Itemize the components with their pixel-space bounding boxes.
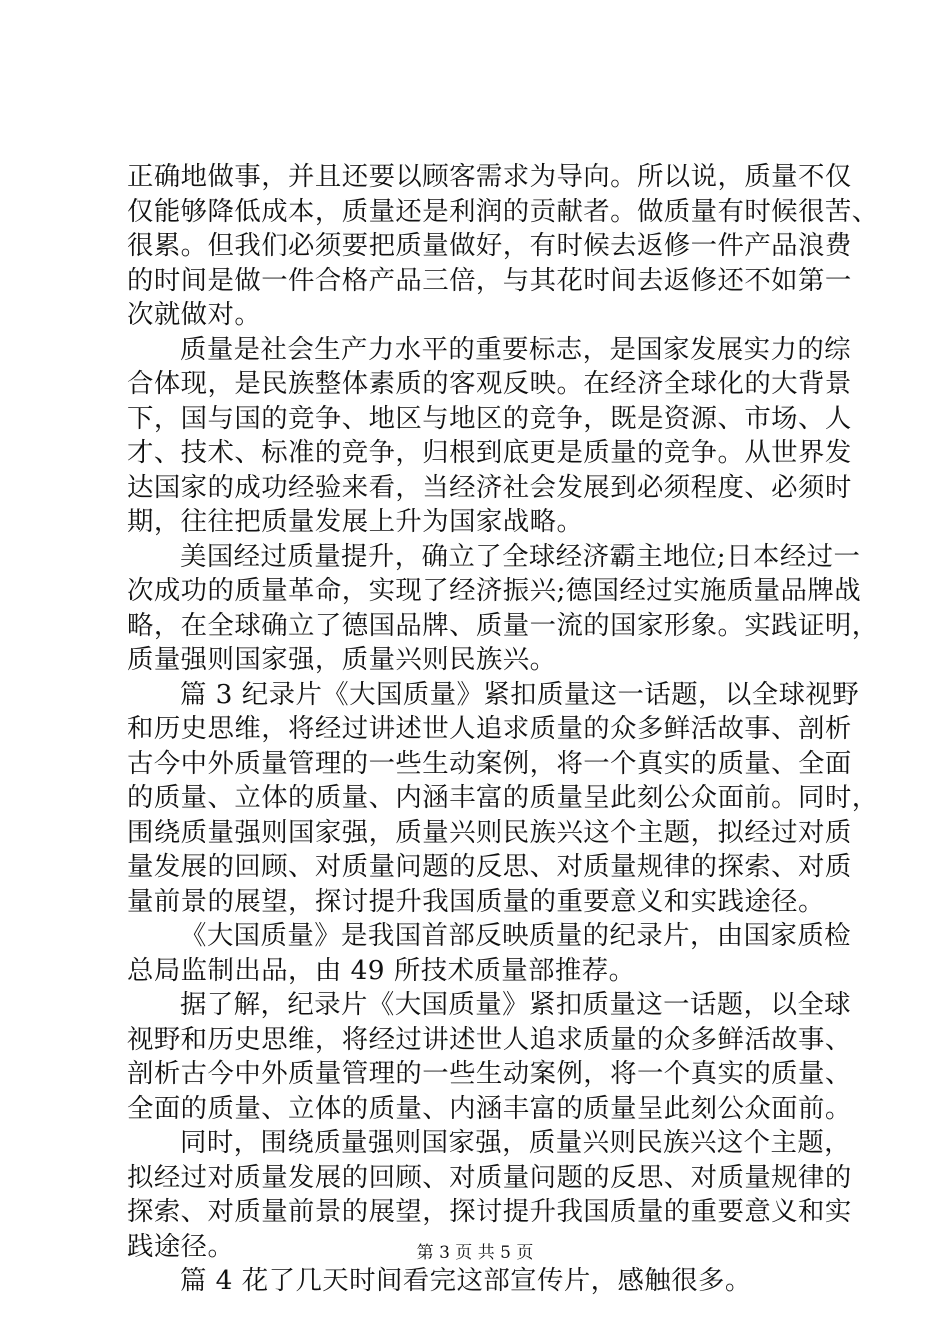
paragraph-start-line: 美国经过质量提升，确立了全球经济霸主地位;日本经过一 [180, 540, 861, 572]
text-line: 践途径。 [127, 1230, 235, 1262]
text-line: 视野和历史思维，将经过讲述世人追求质量的众多鲜活故事、 [127, 1023, 852, 1055]
text-line: 才、技术、标准的竞争，归根到底更是质量的竞争。从世界发 [127, 437, 852, 468]
paragraph-start-line: 《大国质量》是我国首部反映质量的纪录片，由国家质检 [180, 920, 852, 951]
paragraph-start-line: 据了解，纪录片《大国质量》紧扣质量这一话题，以全球 [180, 989, 852, 1020]
page-number-label: 第 3 页 共 5 页 [416, 1243, 534, 1263]
text-line: 全面的质量、立体的质量、内涵丰富的质量呈此刻公众面前。 [127, 1092, 852, 1124]
text-line: 古今中外质量管理的一些生动案例，将一个真实的质量、全面 [127, 747, 852, 779]
text-line: 达国家的成功经验来看，当经济社会发展到必须程度、必须时 [127, 471, 852, 503]
text-line: 略，在全球确立了德国品牌、质量一流的国家形象。实践证明， [127, 609, 879, 641]
paragraph-start-line: 篇 4 花了几天时间看完这部宣传片，感触很多。 [180, 1265, 752, 1296]
text-line: 很累。但我们必须要把质量做好，有时候去返修一件产品浪费 [127, 230, 852, 261]
text-line: 次成功的质量革命，实现了经济振兴;德国经过实施质量品牌战 [127, 575, 862, 606]
text-line: 量前景的展望，探讨提升我国质量的重要意义和实践途径。 [127, 885, 825, 917]
text-line: 量发展的回顾、对质量问题的反思、对质量规律的探索、对质 [127, 851, 852, 882]
text-line: 拟经过对质量发展的回顾、对质量问题的反思、对质量规律的 [127, 1161, 852, 1193]
paragraph-start-line: 同时，围绕质量强则国家强，质量兴则民族兴这个主题， [180, 1127, 852, 1158]
text-line: 总局监制出品，由 49 所技术质量部推荐。 [127, 954, 636, 986]
text-line: 探索、对质量前景的展望，探讨提升我国质量的重要意义和实 [127, 1196, 852, 1227]
text-line: 和历史思维，将经过讲述世人追求质量的众多鲜活故事、剖析 [127, 713, 852, 744]
text-line: 围绕质量强则国家强，质量兴则民族兴这个主题，拟经过对质 [127, 816, 852, 848]
text-line: 次就做对。 [127, 299, 262, 330]
text-line: 期，往往把质量发展上升为国家战略。 [127, 506, 584, 537]
text-line: 下，国与国的竞争、地区与地区的竞争，既是资源、市场、人 [127, 402, 852, 434]
text-line: 剖析古今中外质量管理的一些生动案例，将一个真实的质量、 [127, 1058, 852, 1089]
paragraph-start-line: 质量是社会生产力水平的重要标志，是国家发展实力的综 [180, 333, 852, 365]
paragraph-start-line: 篇 3 纪录片《大国质量》紧扣质量这一话题，以全球视野 [180, 678, 860, 710]
page-footer [0, 1242, 950, 1264]
text-line: 的时间是做一件合格产品三倍，与其花时间去返修还不如第一 [127, 264, 852, 296]
text-line: 合体现，是民族整体素质的客观反映。在经济全球化的大背景 [127, 368, 852, 399]
text-line: 正确地做事，并且还要以顾客需求为导向。所以说，质量不仅 [127, 161, 852, 192]
text-line: 仅能够降低成本，质量还是利润的贡献者。做质量有时候很苦、 [127, 195, 879, 227]
text-line: 的质量、立体的质量、内涵丰富的质量呈此刻公众面前。同时， [127, 782, 879, 813]
text-line: 质量强则国家强，质量兴则民族兴。 [127, 644, 557, 675]
document-body [127, 160, 879, 1299]
